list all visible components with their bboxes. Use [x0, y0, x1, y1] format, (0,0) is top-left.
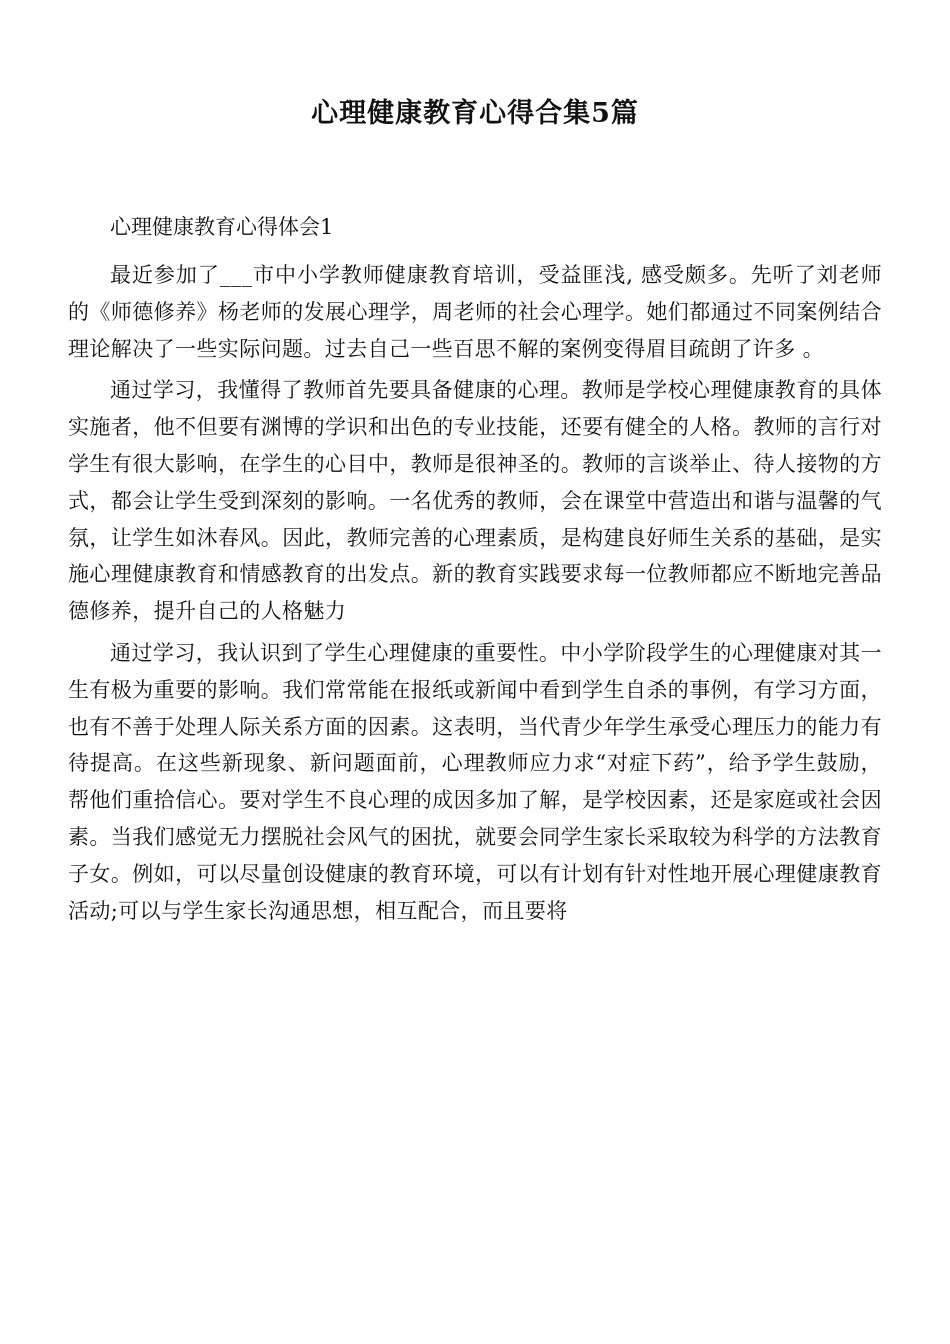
paragraph-2: 通过学习，我懂得了教师首先要具备健康的心理。教师是学校心理健康教育的具体实施者，他不但要有渊博的学识和出色的专业技能，还要有健全的人格。教师的言行对学生有很大影响，在学生的心目中，教师是很神圣的。教师的言谈举止、待人接物的方式，都会让学生受到深刻的影响。一名优秀的教师，会在课堂中营造出和谐与温馨的气氛，让学生如沐春风。因此，教师完善的心理素质，是构建良好师生关系的基础，是实施心理健康教育和情感教育的出发点。新的教育实践要求每一位教师都应不断地完善品德修养，提升自己的人格魅力: [68, 378, 882, 624]
paragraph-1: 最近参加了___市中小学教师健康教育培训，受益匪浅, 感受颇多。先听了刘老师的《师德修养》杨老师的发展心理学，周老师的社会心理学。她们都通过不同案例结合理论解决了一些实际问题。过去自己一些百思不解的案例变得眉目疏朗了许多 。: [68, 263, 882, 361]
document-body: [68, 209, 882, 934]
paragraph-3: 通过学习，我认识到了学生心理健康的重要性。中小学阶段学生的心理健康对其一生有极为重要的影响。我们常常能在报纸或新闻中看到学生自杀的事例，有学习方面，也有不善于处理人际关系方面的因素。这表明，当代青少年学生承受心理压力的能力有待提高。在这些新现象、新问题面前，心理教师应力求“对症下药”，给予学生鼓励，帮他们重拾信心。要对学生不良心理的成因多加了解，是学校因素，还是家庭或社会因素。当我们感觉无力摆脱社会风气的困扰，就要会同学生家长采取较为科学的方法教育子女。例如，可以尽量创设健康的教育环境，可以有计划有针对性地开展心理健康教育活动;可以与学生家长沟通思想，相互配合，而且要将: [68, 640, 882, 923]
document-title: 心理健康教育心得合集5篇: [311, 98, 639, 129]
section-heading: 心理健康教育心得体会1: [110, 215, 334, 239]
